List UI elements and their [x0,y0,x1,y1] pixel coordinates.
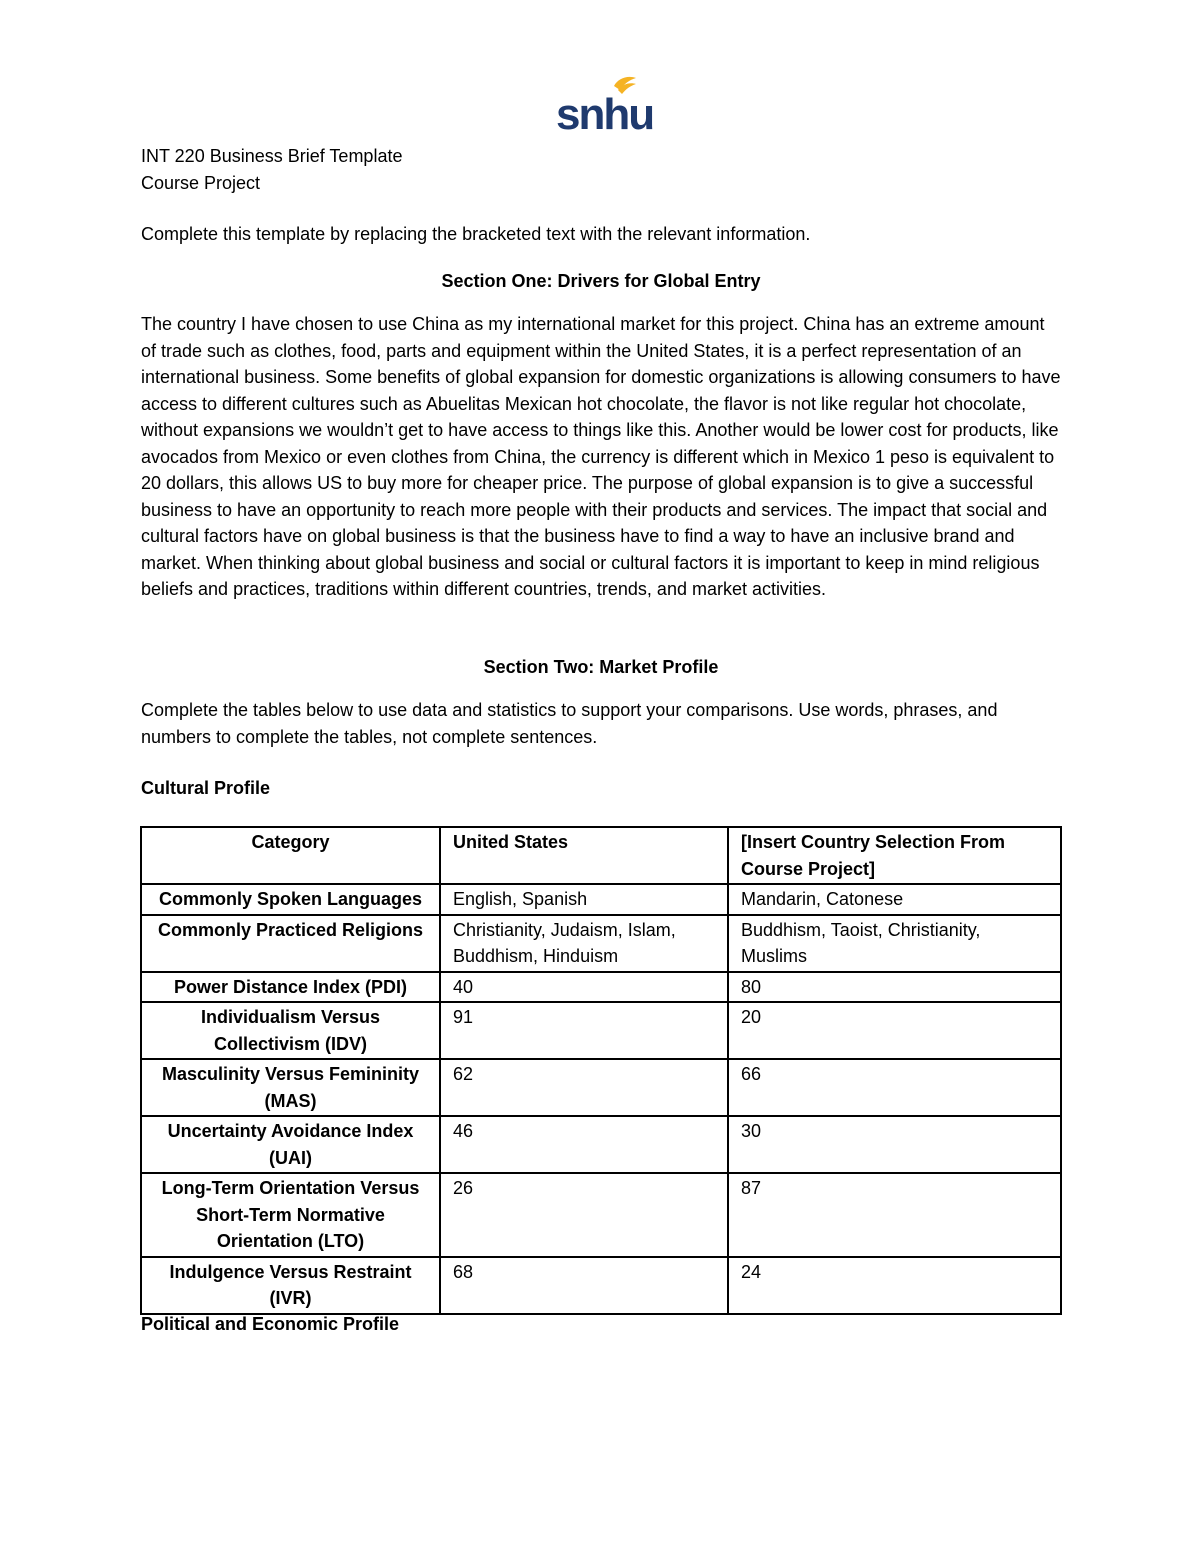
section-one-body: The country I have chosen to use China as my international market for this project. China has an extreme amount of trade such as clothes, food, parts and equipment within the United States, it is a perfect representation of an international business. Some benefits of global expansion for domestic organizations is allowing consumers to have access to different cultures such as Abuelitas Mexican hot chocolate, the flavor is not like regular hot chocolate, without expansions we wouldn’t get to have access to things like this. Another would be lower cost for products, like avocados from Mexico or even clothes from China, the currency is different which in Mexico 1 peso is equivalent to 20 dollars, this allows US to buy more for cheaper price. The purpose of global expansion is to give a successful business to have an opportunity to reach more people with their products and services. The impact that social and cultural factors have on global business is that the business have to find a way to have an inclusive brand and market. When thinking about global business and social or cultural factors it is important to keep in mind religious beliefs and practices, traditions within different countries, trends, and market activities. [141,314,1061,599]
row-us-value: English, Spanish [440,884,728,915]
cultural-profile-heading: Cultural Profile [141,778,271,798]
row-country-value: 80 [728,972,1061,1003]
row-country-value: Mandarin, Catonese [728,884,1061,915]
header-selected-country: [Insert Country Selection From Course Project] [728,827,1061,884]
svg-text:snhu: snhu [556,90,654,139]
row-category: Commonly Practiced Religions [141,915,440,972]
row-category: Power Distance Index (PDI) [141,972,440,1003]
section-two-title: Section Two: Market Profile [483,657,719,677]
row-us-value: 68 [440,1257,728,1314]
table-row [141,1257,1061,1314]
row-us-value: 62 [440,1059,728,1116]
row-country-value: 66 [728,1059,1061,1116]
section-one-title: Section One: Drivers for Global Entry [441,271,761,291]
table-row [141,1173,1061,1257]
table-row [141,1116,1061,1173]
row-category: Individualism Versus Collectivism (IDV) [141,1002,440,1059]
row-country-value: 24 [728,1257,1061,1314]
row-country-value: 87 [728,1173,1061,1257]
row-country-value: 30 [728,1116,1061,1173]
row-category: Commonly Spoken Languages [141,884,440,915]
table-row [141,972,1061,1003]
row-country-value: Buddhism, Taoist, Christianity, Muslims [728,915,1061,972]
table-row [141,1002,1061,1059]
row-country-value: 20 [728,1002,1061,1059]
header-united-states: United States [440,827,728,884]
political-economic-profile-heading: Political and Economic Profile [141,1314,400,1334]
row-category: Long-Term Orientation Versus Short-Term Normative Orientation (LTO) [141,1173,440,1257]
cultural-profile-table [140,826,1062,1315]
table-row [141,1059,1061,1116]
row-category: Indulgence Versus Restraint (IVR) [141,1257,440,1314]
section-two-body: Complete the tables below to use data and statistics to support your comparisons. Use words, phrases, and numbers to complete the tables, not complete sentences. [141,700,998,747]
row-us-value: 46 [440,1116,728,1173]
row-category: Masculinity Versus Femininity (MAS) [141,1059,440,1116]
table-row [141,915,1061,972]
row-us-value: 91 [440,1002,728,1059]
table-row [141,884,1061,915]
row-us-value: 26 [440,1173,728,1257]
row-us-value: Christianity, Judaism, Islam, Buddhism, Hinduism [440,915,728,972]
row-category: Uncertainty Avoidance Index (UAI) [141,1116,440,1173]
document-subtitle: Course Project [141,172,261,193]
document-header [141,143,1061,196]
document-title: INT 220 Business Brief Template [141,146,403,166]
table-header-row [141,827,1061,884]
template-instructions: Complete this template by replacing the bracketed text with the relevant information. [141,224,811,244]
snhu-logo [556,76,654,139]
row-us-value: 40 [440,972,728,1003]
header-category: Category [141,827,440,884]
